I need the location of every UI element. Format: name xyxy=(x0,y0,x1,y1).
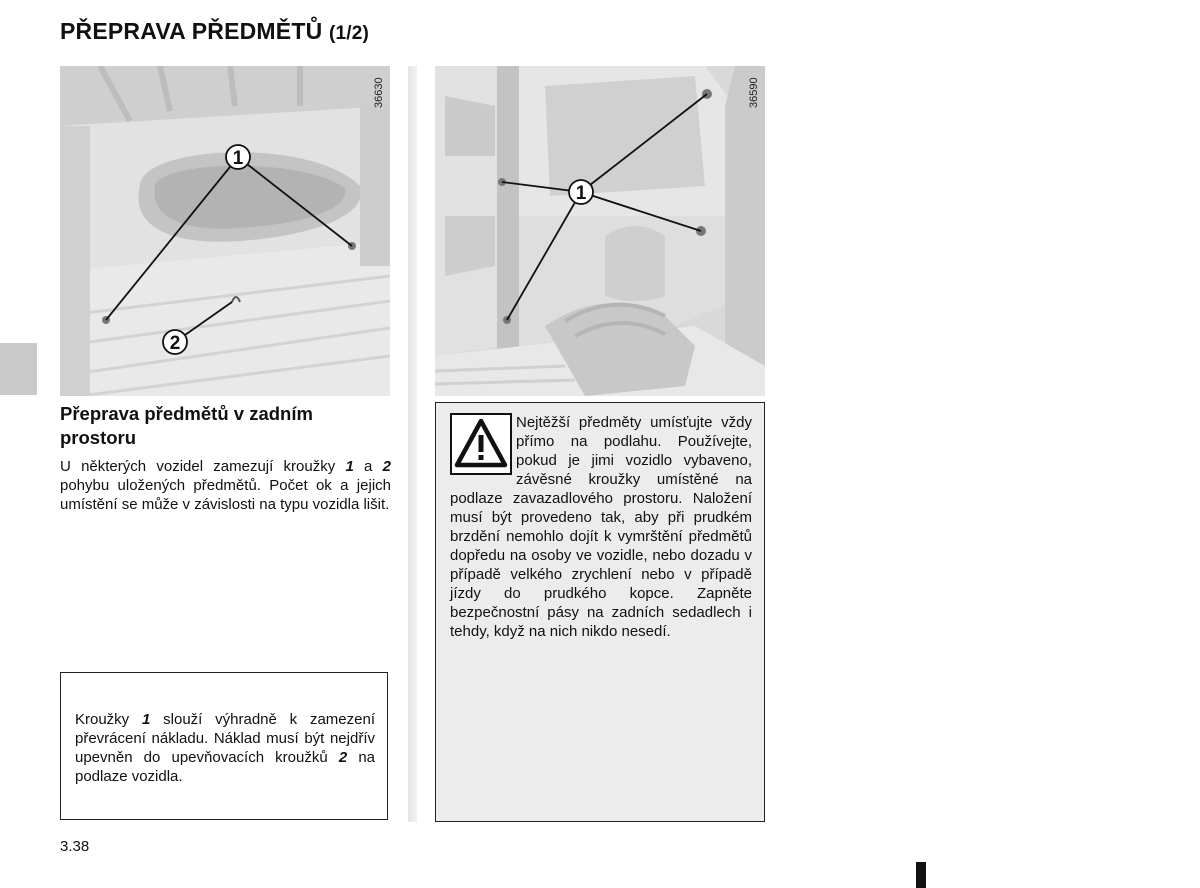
title-text: PŘEPRAVA PŘEDMĚTŮ xyxy=(60,18,323,44)
side-wall-illustration xyxy=(435,66,765,396)
note-text xyxy=(75,710,375,786)
warning-box xyxy=(435,402,765,822)
warning-triangle-icon xyxy=(450,413,512,475)
figure-code: 36630 xyxy=(373,77,385,108)
callout-label: 2 xyxy=(169,333,181,354)
warning-icon-slot xyxy=(450,413,516,485)
column-divider xyxy=(408,66,417,822)
cargo-floor-illustration xyxy=(60,66,390,396)
callout-label: 1 xyxy=(575,183,587,204)
page-number: 3.38 xyxy=(60,838,90,855)
note-text-part: Kroužky xyxy=(75,711,142,728)
ref-ring-1: 1 xyxy=(142,711,151,728)
ref-ring-2: 2 xyxy=(382,458,391,475)
figure-cargo-floor xyxy=(60,66,390,396)
body-text-part: a xyxy=(353,458,383,475)
body-text-part: U některých vozidel zamezují kroužky xyxy=(60,458,346,475)
page-title xyxy=(60,18,369,45)
title-part: (1/2) xyxy=(328,23,370,44)
note-text-part: na podlaze vozidla. xyxy=(75,749,375,785)
section-heading: Přeprava předmětů v zadním prostoru xyxy=(60,403,313,448)
ref-ring-2: 2 xyxy=(338,749,348,766)
ref-ring-1: 1 xyxy=(345,458,354,475)
page-edge-mark xyxy=(916,862,926,888)
note-text-part: slouží výhradně k zamezení převrácení nákladu. Náklad musí být nejdřív upevněn do upevňovacích kroužků xyxy=(75,711,375,766)
callout-label: 1 xyxy=(232,148,244,169)
warning-text-block xyxy=(450,413,752,641)
figure-side-wall xyxy=(435,66,765,396)
section-body xyxy=(60,457,391,514)
body-text-part: pohybu uložených předmětů. Počet ok a jejich umístění se může v závislosti na typu vozidla lišit. xyxy=(60,477,391,513)
note-box xyxy=(60,672,388,820)
figure-code: 36590 xyxy=(748,77,760,108)
warning-text: Nejtěžší předměty umísťujte vždy přímo na podlahu. Používejte, pokud je jimi vozidlo vybaveno, závěsné kroužky umístěné na podlaze zavazadlového prostoru. Naložení musí být provedeno tak, aby při prudkém brzdění nemohlo dojít k vymrštění předmětů dopředu na osoby ve vozidle, nebo dozadu v případě velkého zrychlení nebo v případě jízdy do prudkého kopce. Zapněte bezpečnostní pásy na zadních sedadlech i tehdy, když na nich nikdo nesedí. xyxy=(450,414,752,640)
chapter-tab xyxy=(0,343,37,395)
